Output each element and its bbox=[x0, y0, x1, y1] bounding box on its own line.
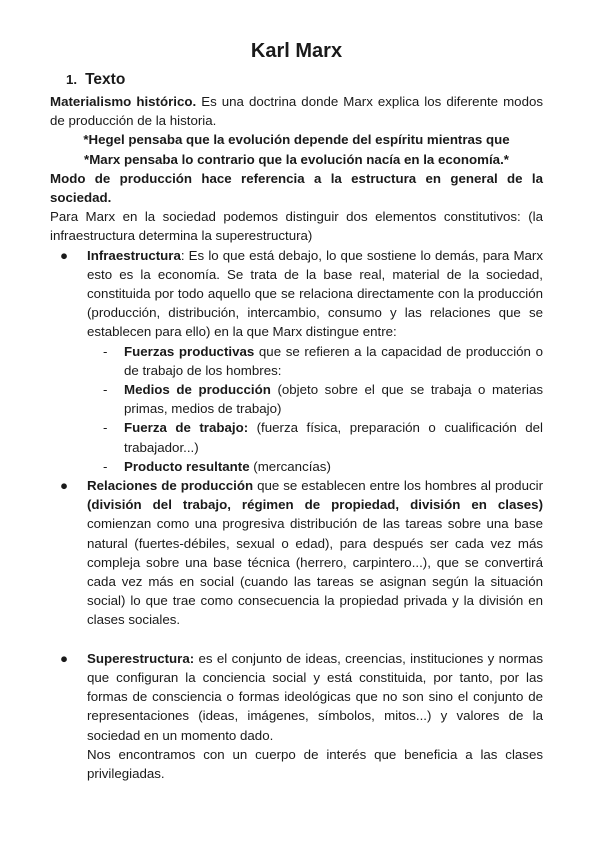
section-number: 1. bbox=[66, 72, 78, 87]
section-heading bbox=[66, 69, 543, 90]
super-text: es el conjunto de ideas, creencias, instituciones y normas que configuran la conciencia social y está constituida, por tanto, por las formas de consciencia o formas ideológicas que no son sino el conjunto de representaciones (ideas, imágenes, símbolos, mitos...) y valores de la sociedad en un momento dado. bbox=[87, 650, 543, 743]
relations-term-b: (división del trabajo, régimen de propiedad, división en clases) bbox=[87, 497, 543, 513]
super-term: Superestructura: bbox=[87, 650, 195, 666]
infra-text: : Es lo que está debajo, lo que sostiene lo demás, para Marx esto es la economía. Se trata de la base real, material de la sociedad, constituida por todo aquello que se relaciona directamente con la producción (producción, distribución, intercambio, consumo y las relaciones que se establecen para ello) en la que Marx distingue entre: bbox=[87, 247, 543, 340]
document-page bbox=[50, 38, 543, 783]
infra-term: Infraestructura bbox=[87, 247, 181, 263]
relations-term: Relaciones de producción bbox=[87, 478, 254, 494]
super-extra: Nos encontramos con un cuerpo de interés que beneficia a las clases privilegiadas. bbox=[87, 746, 543, 781]
subitem-text: (mercancías) bbox=[249, 458, 331, 474]
subitem-text: que se refieren a la capacidad de producción o de trabajo de los hombres: bbox=[124, 343, 543, 378]
dash-icon: - bbox=[103, 382, 108, 398]
subitem-term: Fuerzas productivas bbox=[124, 343, 255, 359]
mode-definition: Modo de producción hace referencia a la estructura en general de la sociedad. bbox=[50, 170, 543, 206]
subitem-text: (fuerza física, preparación o cualificación del trabajador...) bbox=[124, 420, 543, 455]
infra-subitems bbox=[87, 342, 543, 476]
bullet-list bbox=[50, 246, 543, 783]
intro-term: Materialismo histórico. bbox=[50, 94, 197, 109]
elements-intro: Para Marx en la sociedad podemos distinguir dos elementos constitutivos: (la infraestructura determina la superestructura) bbox=[50, 209, 543, 244]
dash-icon: - bbox=[103, 420, 108, 436]
subitem-producto-resultante bbox=[87, 457, 543, 476]
subitem-term: Producto resultante bbox=[124, 458, 250, 474]
bullet-superestructura bbox=[50, 649, 543, 783]
relations-text-a: que se establecen entre los hombres al producir bbox=[253, 478, 543, 494]
note-marx: *Marx pensaba lo contrario que la evolución nacía en la economía.* bbox=[84, 151, 509, 167]
subitem-medios-produccion bbox=[87, 380, 543, 418]
section-heading-text: Texto bbox=[85, 71, 126, 88]
subitem-fuerza-trabajo bbox=[87, 418, 543, 456]
bullet-infraestructura bbox=[50, 246, 543, 476]
intro-paragraph bbox=[50, 92, 543, 130]
dash-icon: - bbox=[103, 458, 108, 474]
subitem-fuerzas-productivas bbox=[87, 342, 543, 380]
bullet-relaciones-produccion bbox=[50, 476, 543, 630]
document-title: Karl Marx bbox=[250, 40, 343, 62]
bullet-icon: ● bbox=[60, 478, 69, 494]
intro-text: Es una doctrina donde Marx explica los diferente modos de producción de la historia. bbox=[50, 94, 544, 129]
bullet-icon: ● bbox=[60, 650, 69, 666]
dash-icon: - bbox=[103, 343, 108, 359]
note-hegel: *Hegel pensaba que la evolución depende del espíritu mientras que bbox=[83, 132, 510, 148]
relations-text-b: comienzan como una progresiva distribución de las tareas sobre una base natural (fuertes-débiles, sexual o edad), para después ser cada vez más compleja sobre una base técnica (herrero, carpintero...), que se convertirá cada vez más en social (cuando las tareas se asignan según la situación social) lo que trae como consecuencia la propiedad privada y la división en clases sociales. bbox=[87, 516, 543, 628]
subitem-term: Fuerza de trabajo: bbox=[124, 420, 249, 436]
bullet-icon: ● bbox=[60, 247, 69, 263]
spacer bbox=[50, 630, 543, 649]
subitem-text: (objeto sobre el que se trabaja o materias primas, medios de trabajo) bbox=[124, 382, 544, 417]
subitem-term: Medios de producción bbox=[124, 382, 271, 398]
